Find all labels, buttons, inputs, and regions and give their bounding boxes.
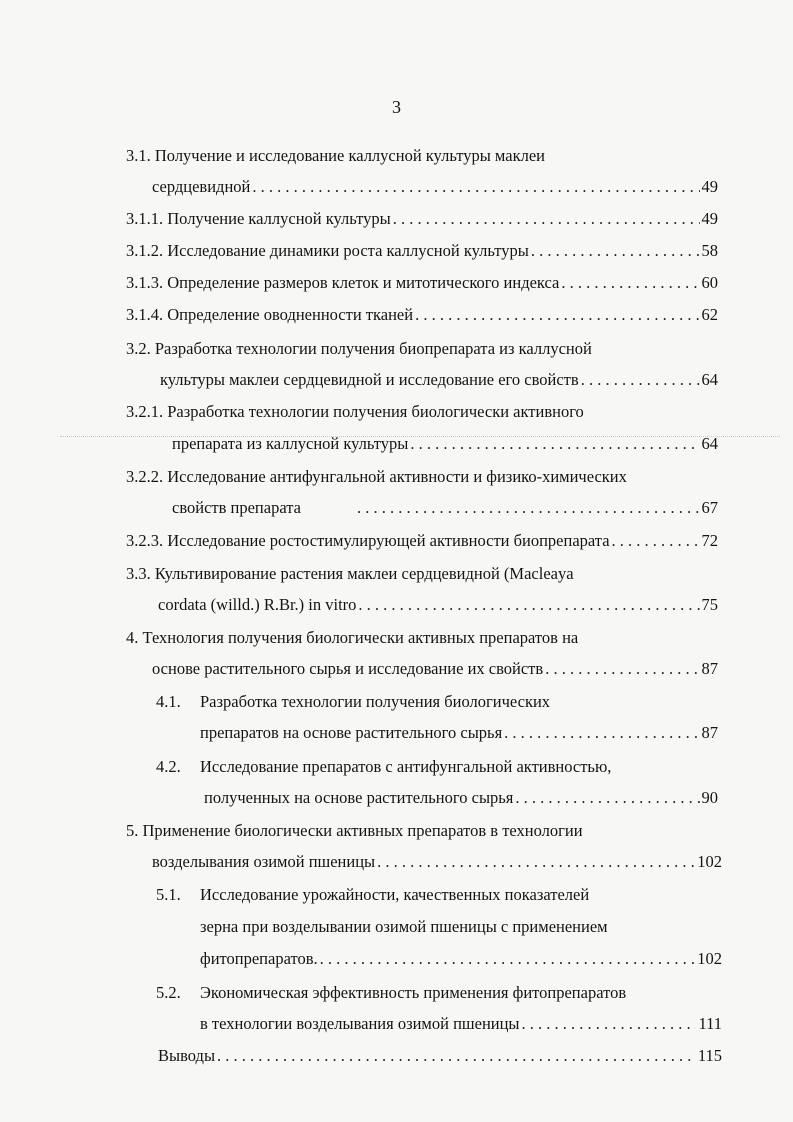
- toc-3-2-title-line2: культуры маклеи сердцевидной и исследование его свойств: [160, 370, 579, 389]
- toc-4-entry[interactable]: [152, 658, 718, 680]
- toc-conclusions-page: 115: [697, 1046, 722, 1065]
- toc-leader-dots: [522, 1013, 697, 1035]
- toc-leader-dots: [357, 497, 700, 519]
- toc-5-1-title-line2: зерна при возделывании озимой пшеницы с применением: [200, 917, 608, 936]
- toc-leader-dots: [581, 369, 700, 391]
- toc-5-2-number: 5.2.: [156, 983, 181, 1002]
- toc-5-1-title-line3: фитопрепаратов.: [200, 949, 318, 968]
- toc-5-1-page: 102: [697, 949, 722, 968]
- toc-3-1-title-line1: 3.1. Получение и исследование каллусной культуры маклеи: [126, 146, 545, 165]
- toc-5-1-title-line1: [156, 884, 589, 906]
- toc-3-1-title-line2: сердцевидной: [152, 177, 251, 196]
- toc-conclusions-entry[interactable]: [158, 1045, 722, 1067]
- toc-3-1-1-entry[interactable]: [126, 208, 718, 230]
- toc-leader-dots: [561, 272, 699, 294]
- toc-4-title-line1: 4. Технология получения биологически активных препаратов на: [126, 628, 579, 647]
- toc-3-1-2-title: 3.1.2. Исследование динамики роста каллусной культуры: [126, 241, 529, 260]
- toc-5-page: 102: [697, 852, 722, 871]
- toc-leader-dots: [252, 176, 699, 198]
- toc-4-1-title: Разработка технологии получения биологических: [200, 692, 551, 711]
- toc-3-2-3-page: 72: [701, 531, 718, 550]
- toc-leader-dots: [531, 240, 700, 262]
- toc-5-1-title: Исследование урожайности, качественных показателей: [200, 885, 590, 904]
- toc-leader-dots: [545, 658, 699, 680]
- toc-3-3-entry[interactable]: [158, 594, 718, 616]
- toc-3-2-1-title-line1: 3.2.1. Разработка технологии получения биологически активного: [126, 402, 584, 421]
- toc-5-1-number: 5.1.: [156, 885, 181, 904]
- toc-4-1-entry[interactable]: [200, 722, 718, 744]
- toc-3-1-1-title: 3.1.1. Получение каллусной культуры: [126, 209, 391, 228]
- toc-leader-dots: [358, 594, 699, 616]
- toc-4-2-title-line2: полученных на основе растительного сырья: [204, 788, 514, 807]
- toc-3-2-3-entry[interactable]: [126, 530, 718, 552]
- toc-3-2-2-title-line2: свойств препарата: [172, 498, 301, 517]
- toc-4-1-title-line2: препаратов на основе растительного сырья: [200, 723, 503, 742]
- toc-leader-dots: [515, 787, 699, 809]
- toc-3-2-title-line1: 3.2. Разработка технологии получения биопрепарата из каллусной: [126, 339, 592, 358]
- toc-5-title-line1: 5. Применение биологически активных препаратов в технологии: [126, 821, 583, 840]
- toc-4-2-title-line1: [156, 756, 611, 778]
- toc-4-2-page: 90: [701, 788, 718, 807]
- toc-3-2-entry[interactable]: [160, 369, 718, 391]
- toc-3-1-3-page: 60: [701, 273, 718, 292]
- toc-4-1-page: 87: [701, 723, 718, 742]
- toc-leader-dots: [377, 851, 695, 873]
- toc-3-1-4-title: 3.1.4. Определение оводненности тканей: [126, 305, 414, 324]
- toc-3-1-page: 49: [701, 177, 718, 196]
- toc-3-2-1-entry[interactable]: [172, 433, 718, 455]
- toc-3-1-3-title: 3.1.3. Определение размеров клеток и митотического индекса: [126, 273, 560, 292]
- toc-3-3-title-line1: 3.3. Культивирование растения маклеи сердцевидной (Macleaya: [126, 564, 574, 583]
- toc-3-2-3-title: 3.2.3. Исследование ростостимулирующей активности биопрепарата: [126, 531, 610, 550]
- toc-3-1-entry[interactable]: [152, 176, 718, 198]
- toc-4-2-number: 4.2.: [156, 757, 181, 776]
- toc-3-2-2-page: 67: [701, 498, 718, 517]
- toc-leader-dots: [612, 530, 700, 552]
- toc-leader-dots: [504, 722, 699, 744]
- toc-4-page: 87: [701, 659, 718, 678]
- toc-leader-dots: [320, 948, 696, 970]
- toc-3-1-3-entry[interactable]: [126, 272, 718, 294]
- toc-3-2-page: 64: [701, 370, 718, 389]
- toc-4-1-number: 4.1.: [156, 692, 181, 711]
- toc-4-1-title-line1: [156, 691, 550, 713]
- toc-5-2-title-line2: в технологии возделывания озимой пшеницы: [200, 1014, 520, 1033]
- toc-5-2-entry[interactable]: [200, 1013, 722, 1035]
- toc-3-1-4-page: 62: [701, 305, 718, 324]
- toc-3-3-page: 75: [701, 595, 718, 614]
- page-number: 3: [392, 97, 401, 117]
- toc-3-2-2-title-line1: 3.2.2. Исследование антифунгальной активности и физико-химических: [126, 467, 627, 486]
- toc-5-entry[interactable]: [152, 851, 722, 873]
- toc-4-2-entry[interactable]: [204, 787, 718, 809]
- toc-4-title-line2: основе растительного сырья и исследование их свойств: [152, 659, 544, 678]
- toc-3-3-title-line2: cordata (willd.) R.Br.) in vitro: [158, 595, 357, 614]
- toc-5-title-line2: возделывания озимой пшеницы: [152, 852, 376, 871]
- toc-leader-dots: [217, 1045, 696, 1067]
- toc-3-2-2-entry[interactable]: [172, 497, 718, 519]
- toc-leader-dots: [393, 208, 700, 230]
- toc-leader-dots: [415, 304, 699, 326]
- toc-3-2-1-page: 64: [701, 434, 718, 453]
- toc-3-1-4-entry[interactable]: [126, 304, 718, 326]
- toc-4-2-title: Исследование препаратов с антифунгальной активностью,: [200, 757, 612, 776]
- toc-conclusions-title: Выводы: [158, 1046, 216, 1065]
- toc-5-1-entry[interactable]: [200, 948, 722, 970]
- toc-3-2-1-title-line2: препарата из каллусной культуры: [172, 434, 409, 453]
- toc-5-2-title-line1: [156, 982, 626, 1004]
- toc-3-1-2-entry[interactable]: [126, 240, 718, 262]
- toc-3-1-2-page: 58: [701, 241, 718, 260]
- toc-5-2-title: Экономическая эффективность применения фитопрепаратов: [200, 983, 627, 1002]
- toc-3-1-1-page: 49: [701, 209, 718, 228]
- toc-5-2-page: 111: [698, 1014, 722, 1033]
- toc-leader-dots: [410, 433, 699, 455]
